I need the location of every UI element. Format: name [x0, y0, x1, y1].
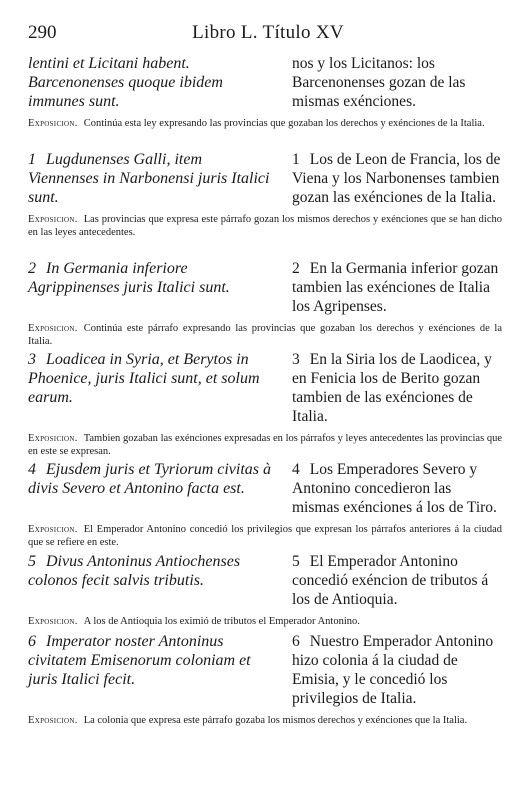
latin-text: Loadicea in Syria, et Berytos in Phoenice, juris Italici sunt, et solum earum. — [28, 351, 260, 406]
latin-text: lentini et Licitani habent. Barcenonenses quoque ibidem immunes sunt. — [28, 55, 223, 110]
exposicion-label: Exposicion. — [28, 214, 78, 225]
exposicion-text: Continúa esta ley expresando las provincias que gozaban los derechos y exénciones de la Italia. — [83, 118, 485, 129]
spanish-number: 5 — [292, 553, 300, 570]
spanish-text: Los Emperadores Severo y Antonino concedieron las mismas exénciones á los de Tiro. — [292, 461, 497, 516]
latin-text: Lugdunenses Galli, item Viennenses in Narbonensi juris Italici sunt. — [28, 151, 270, 206]
spanish-text: Nuestro Emperador Antonino hizo colonia á la ciudad de Emisia, y le concedió los privilegios de Italia. — [292, 633, 494, 707]
latin-number: 1 — [28, 151, 36, 168]
latin-text: Imperator noster Antoninus civitatem Emisenorum coloniam et juris Italici fecit. — [28, 633, 251, 688]
exposicion-text: Tambien gozaban las exénciones expresadas en los párrafos y leyes antecedentes las provincias que en este se expresan. — [28, 433, 502, 457]
latin-number: 5 — [28, 553, 36, 570]
exposicion-label: Exposicion. — [28, 524, 78, 535]
spanish-number: 6 — [292, 633, 300, 650]
spanish-number: 1 — [292, 151, 300, 168]
page-header — [28, 22, 508, 46]
exposicion-note — [28, 322, 502, 348]
latin-text: In Germania inferiore Agrippinenses juris Italici sunt. — [28, 260, 230, 296]
exposicion-text: El Emperador Antonino concedió los privilegios que expresan los párrafos anteriores á la ciudad que se refiere en este. — [28, 524, 502, 548]
exposicion-label: Exposicion. — [28, 433, 78, 444]
spanish-text: Los de Leon de Francia, los de Viena y los Narbonenses tambien gozan las exénciones de la Italia. — [292, 151, 501, 206]
spanish-text: nos y los Licitanos: los Barcenonenses gozan de las mismas exénciones. — [292, 55, 466, 110]
exposicion-label: Exposicion. — [28, 118, 78, 129]
spanish-number: 4 — [292, 461, 300, 478]
latin-number: 4 — [28, 461, 36, 478]
latin-number: 6 — [28, 633, 36, 650]
exposicion-note — [28, 432, 502, 458]
exposicion-note — [28, 523, 502, 549]
exposicion-note — [28, 615, 502, 628]
exposicion-text: A los de Antioquia los eximió de tributos el Emperador Antonino. — [83, 616, 360, 627]
section-4 — [28, 460, 502, 549]
page-number: 290 — [28, 22, 57, 43]
exposicion-label: Exposicion. — [28, 323, 78, 334]
latin-number: 3 — [28, 351, 36, 368]
section-3 — [28, 350, 502, 458]
spanish-text: En la Germania inferior gozan tambien las exénciones de Italia los Agripenses. — [292, 260, 499, 315]
section-5 — [28, 552, 502, 628]
latin-text: Divus Antoninus Antiochenses colonos fecit salvis tributis. — [28, 553, 241, 589]
exposicion-note — [28, 117, 502, 130]
exposicion-note — [28, 714, 502, 727]
exposicion-text: Las provincias que expresa este párrafo gozan los mismos derechos y exénciones que se han dicho en las leyes antecedentes. — [28, 214, 502, 238]
exposicion-label: Exposicion. — [28, 616, 78, 627]
spanish-text: El Emperador Antonino concedió exéncion de tributos á los de Antioquia. — [292, 553, 489, 608]
exposicion-label: Exposicion. — [28, 715, 78, 726]
section-6 — [28, 632, 502, 727]
exposicion-text: Continúa este párrafo expresando las provincias que gozaban los derechos y exénciones de la Italia. — [28, 323, 502, 347]
section-1 — [28, 150, 502, 239]
exposicion-text: La colonia que expresa este párrafo gozaba los mismos derechos y exénciones que la Italia. — [83, 715, 468, 726]
latin-text: Ejusdem juris et Tyriorum civitas à divis Severo et Antonino facta est. — [28, 461, 272, 497]
latin-number: 2 — [28, 260, 36, 277]
exposicion-note — [28, 213, 502, 239]
section-intro — [28, 54, 502, 130]
spanish-text: En la Siria los de Laodicea, y en Fenicia los de Berito gozan tambien de las exénciones de Italia. — [292, 351, 492, 425]
spanish-number: 2 — [292, 260, 300, 277]
running-title: Libro L. Título XV — [192, 22, 344, 43]
spanish-number: 3 — [292, 351, 300, 368]
section-2 — [28, 259, 502, 348]
